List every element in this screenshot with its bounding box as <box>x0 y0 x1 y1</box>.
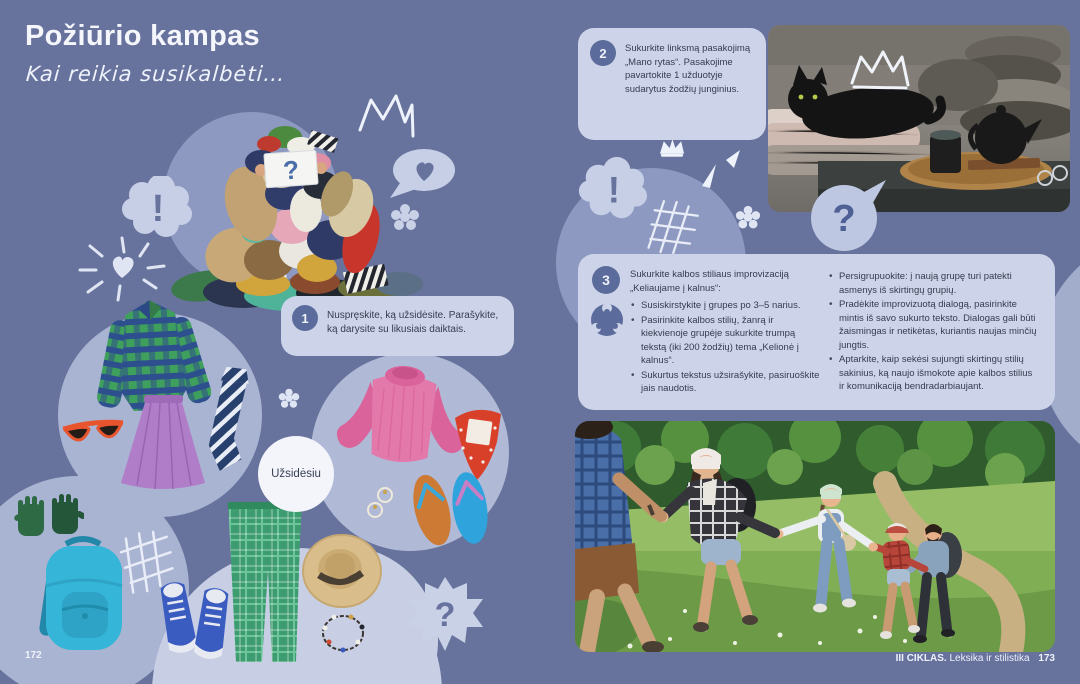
task-1-number-badge: 1 <box>292 305 318 331</box>
exclamation-cloud-right-icon <box>575 157 647 223</box>
task-2-card <box>578 28 766 140</box>
task-3-intro: Sukurkite kalbos stiliaus improvizaciją „Keliaujame į kalnus“: <box>630 269 789 294</box>
page-subtitle: Kai reikia susikalbėti… <box>25 62 287 86</box>
task-3-number-badge: 3 <box>592 266 620 294</box>
task-3-column-right <box>828 266 1040 395</box>
cycle-topic: Leksika ir stilistika <box>949 653 1030 664</box>
list-item: • Persigrupuokite: į naują grupę turi patekti asmenys iš skirtingų grupių. <box>828 270 1040 297</box>
task-3-bullets-right <box>828 270 1040 394</box>
question-speech-bubble-icon <box>808 178 888 252</box>
plaid-pants-image <box>222 500 308 666</box>
pile-question-sign-mark: ? <box>282 154 301 186</box>
page-number-left: 172 <box>25 650 42 661</box>
task-1-text: Nuspręskite, ką užsidėsite. Parašykite, ką darysite su likusiais daiktais. <box>327 310 499 335</box>
grid-doodle-right-icon <box>640 195 706 261</box>
clothes-pile-image <box>165 90 423 312</box>
straw-hat-image <box>301 533 383 609</box>
burst-question-mark: ? <box>434 596 456 634</box>
flower-doodle-small-icon <box>278 388 300 410</box>
bubble-question-mark: ? <box>832 198 856 240</box>
hiking-group-photo <box>575 421 1055 652</box>
crown-solid-icon <box>658 138 686 158</box>
list-item: • Pradėkite improvizuotą dialogą, pasirinkite mintis iš savo sukurto teksto. Dialogas gali būti žaismingas ir netikėtas, kuriantis naujas minčių jungtis. <box>828 298 1040 352</box>
page-title: Požiūrio kampas <box>25 20 260 52</box>
earrings-image <box>366 486 394 520</box>
task-3-bullets-left <box>630 299 822 396</box>
clothes-badge: Užsidėsiu <box>258 436 334 512</box>
exclamation-mark: ! <box>151 188 165 230</box>
list-item: • Susiskirstykite į grupes po 3–5 narius. <box>630 299 822 313</box>
shout-lines-icon <box>700 150 748 190</box>
question-burst-icon <box>405 575 485 653</box>
list-item: • Aptarkite, kaip sekėsi sujungti skirtingų stilių sakinius, ką naujo išmokote apie kalbos stilius ir komunikaciją bendradarbiaujant. <box>828 353 1040 394</box>
bracelet-image <box>317 610 369 656</box>
task-2-number-badge: 2 <box>590 40 616 66</box>
flower-doodle-right-icon <box>735 205 761 231</box>
list-item: • Sukurtus tekstus užsirašykite, pasiruoškite jais naudotis. <box>630 369 822 396</box>
task-2-text: Sukurkite linksmą pasakojimą „Mano rytas“. Pasakojime pavartokite 1 užduotyje sudarytus žodžių junginius. <box>625 43 751 95</box>
green-gloves-image <box>14 490 84 542</box>
task-1-card <box>281 296 514 356</box>
list-item: • Pasirinkite kalbos stilių, žanrą ir kiekvienoje grupėje sukurkite trumpą tekstą (iki 200 žodžių) tema „Kelionė į kalnus“. <box>630 314 822 368</box>
group-work-icon <box>589 302 625 338</box>
page-number-right: 173 <box>1038 653 1055 664</box>
cyan-backpack-image <box>36 534 130 658</box>
exclamation-mark-right: ! <box>607 169 621 211</box>
task-3-column-left <box>630 268 822 397</box>
task-3-card <box>578 254 1055 410</box>
cycle-label: III CIKLAS. <box>895 653 947 664</box>
flip-flops-image <box>408 468 494 550</box>
blue-sneakers-image <box>160 578 230 664</box>
striped-tie-image <box>206 366 258 476</box>
purple-skirt-image <box>117 393 209 491</box>
footer-right <box>896 653 1055 664</box>
